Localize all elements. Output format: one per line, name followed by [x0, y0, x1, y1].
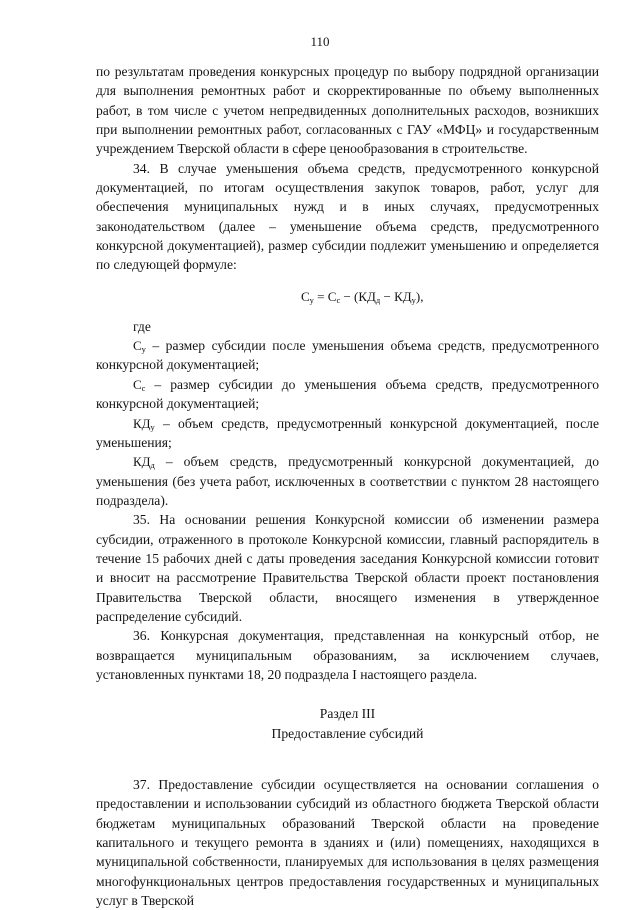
definition-item [96, 336, 599, 375]
definition-text: – размер субсидии до уменьшения объема средств, предусмотренного конкурсной документацией; [96, 376, 599, 412]
paragraph-37: 37. Предоставление субсидии осуществляется на основании соглашения о предоставлении и использовании субсидий из областного бюджета Тверской области бюджетам муниципальных образований Тверской области на проведение капитального и текущего ремонта в зданиях и (или) помещениях, находящихся в муниципальной собственности, планируемых для использования в целях размещения многофункциональных центров предоставления государственных и муниципальных услуг в Тверской [96, 777, 599, 909]
formula-lhs-sub: у [309, 294, 314, 305]
formula-end: ), [415, 288, 424, 304]
formula-term3-sub: у [411, 294, 416, 305]
formula-term1-sub: с [336, 294, 341, 305]
definition-subscript: д [150, 460, 155, 471]
where-label: где [133, 318, 151, 334]
definition-subscript: с [141, 382, 146, 393]
definition-subscript: у [141, 344, 146, 355]
definition-item [96, 414, 599, 453]
definition-symbol: КД [133, 454, 151, 470]
paragraph-35: 35. На основании решения Конкурсной комиссии об изменении размера субсидии, отраженного в протоколе Конкурсной комиссии, главный распорядитель в течение 15 рабочих дней с даты проведения заседания Конкурсной комиссии готовит и вносит на рассмотрение Правительства Тверской области проект постановления Правительства Тверской области, вносящего изменения в утвержденное распределение субсидий. [96, 512, 599, 624]
formula-equals: = [313, 288, 328, 304]
formula-lhs: С [301, 288, 310, 304]
definition-item [96, 452, 599, 510]
definition-symbol: КД [133, 415, 151, 431]
intro-paragraph: по результатам проведения конкурсных процедур по выбору подрядной организации для выполнения ремонтных работ и скорректированные по объему выполненных работ, в том числе с учетом непредвиденных дополнительных расходов, возникших при выполнении ремонтных работ, согласованных с ГАУ «МФЦ» и государственным учреждением Тверской области в сфере ценообразования в строительстве. [96, 64, 599, 157]
formula [96, 287, 599, 307]
definition-item [96, 375, 599, 414]
definition-symbol: С [133, 376, 142, 392]
definition-subscript: у [150, 421, 155, 432]
document-body [96, 62, 599, 910]
paragraph-34: 34. В случае уменьшения объема средств, предусмотренного конкурсной документацией, по итогам осуществления закупок товаров, работ, услуг для обеспечения муниципальных нужд и в иных случаях, предусмотренных законодательством (далее – уменьшение объема средств, предусмотренного конкурсной документацией), размер субсидии подлежит уменьшению и определяется по следующей формуле: [96, 160, 599, 273]
formula-term3: − КД [380, 288, 412, 304]
page-number: 110 [310, 34, 330, 49]
definition-text: – объем средств, предусмотренный конкурсной документацией, до уменьшения (без учета работ, исключенных в соответствии с пунктом 28 настоящего подраздела). [96, 454, 599, 508]
section-title: Раздел III [319, 706, 376, 722]
section-subtitle: Предоставление субсидий [271, 725, 424, 741]
paragraph-36: 36. Конкурсная документация, представленная на конкурсный отбор, не возвращается муниципальным образованиям, за исключением случаев, установленных пунктами 18, 20 подраздела I настоящего раздела. [96, 628, 599, 682]
definition-text: – объем средств, предусмотренный конкурсной документацией, после уменьшения; [96, 415, 599, 450]
formula-term1: С [327, 288, 337, 304]
definition-text: – размер субсидии после уменьшения объема средств, предусмотренного конкурсной документацией; [96, 338, 599, 373]
formula-term2-sub: д [375, 294, 381, 305]
definition-symbol: С [133, 338, 142, 354]
formula-term2: − (КД [340, 288, 376, 304]
